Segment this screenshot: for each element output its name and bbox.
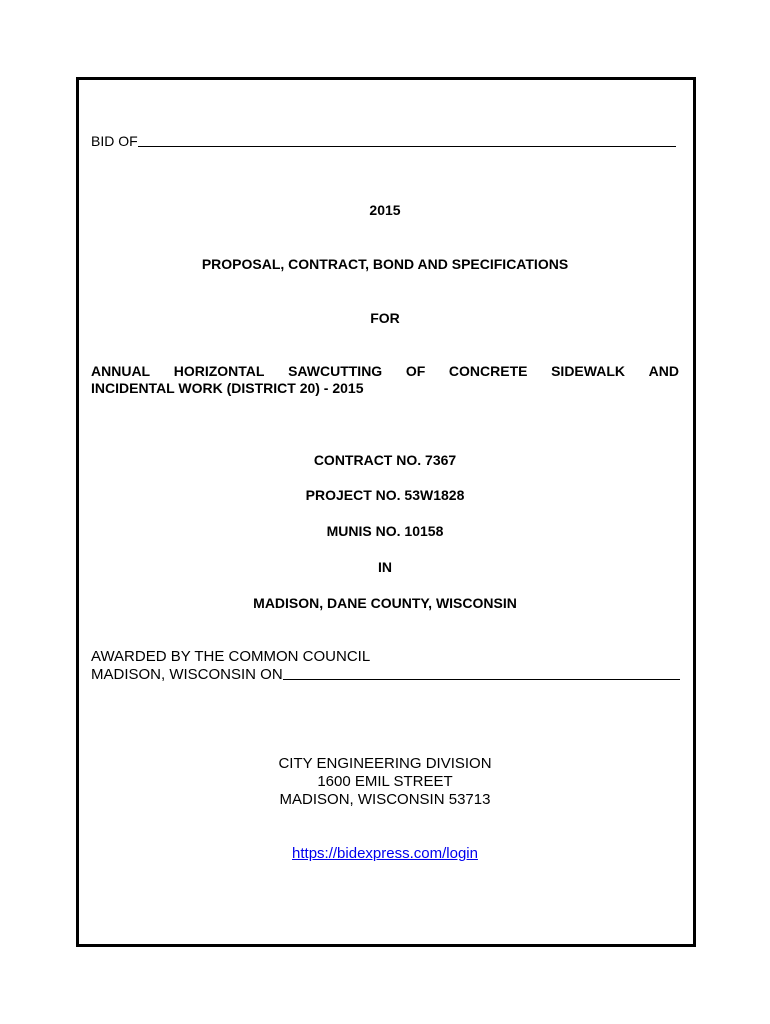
division-name: CITY ENGINEERING DIVISION <box>278 755 492 772</box>
bid-express-link[interactable]: https://bidexpress.com/login <box>292 845 478 862</box>
bid-of-line <box>91 133 676 150</box>
project-title-word: SIDEWALK <box>551 363 625 379</box>
project-number: PROJECT NO. 53W1828 <box>305 487 465 503</box>
contract-number: CONTRACT NO. 7367 <box>313 452 457 468</box>
awarded-date-blank[interactable] <box>283 678 680 680</box>
project-title-line-2: INCIDENTAL WORK (DISTRICT 20) - 2015 <box>91 380 364 396</box>
location: MADISON, DANE COUNTY, WISCONSIN <box>253 595 517 611</box>
project-title-word: CONCRETE <box>448 363 528 379</box>
division-street: 1600 EMIL STREET <box>317 773 453 790</box>
bid-of-blank[interactable] <box>138 145 676 147</box>
project-title-word: SAWCUTTING <box>288 363 383 379</box>
project-title-word: OF <box>405 363 426 379</box>
document-heading: PROPOSAL, CONTRACT, BOND AND SPECIFICATIONS <box>201 256 569 272</box>
document-year: 2015 <box>369 202 401 218</box>
project-title-line-1 <box>91 363 679 380</box>
bid-link-row <box>0 845 770 862</box>
awarded-line-2 <box>91 666 680 683</box>
bid-of-label: BID OF <box>91 133 138 149</box>
project-title-word: AND <box>648 363 679 379</box>
awarded-on-label: MADISON, WISCONSIN ON <box>91 666 283 683</box>
project-title-word: ANNUAL <box>91 363 151 379</box>
awarded-line-1: AWARDED BY THE COMMON COUNCIL <box>91 648 371 665</box>
munis-number: MUNIS NO. 10158 <box>326 523 444 539</box>
division-city: MADISON, WISCONSIN 53713 <box>279 791 491 808</box>
project-title-word: HORIZONTAL <box>173 363 265 379</box>
in-label: IN <box>378 559 392 575</box>
for-label: FOR <box>370 310 400 326</box>
